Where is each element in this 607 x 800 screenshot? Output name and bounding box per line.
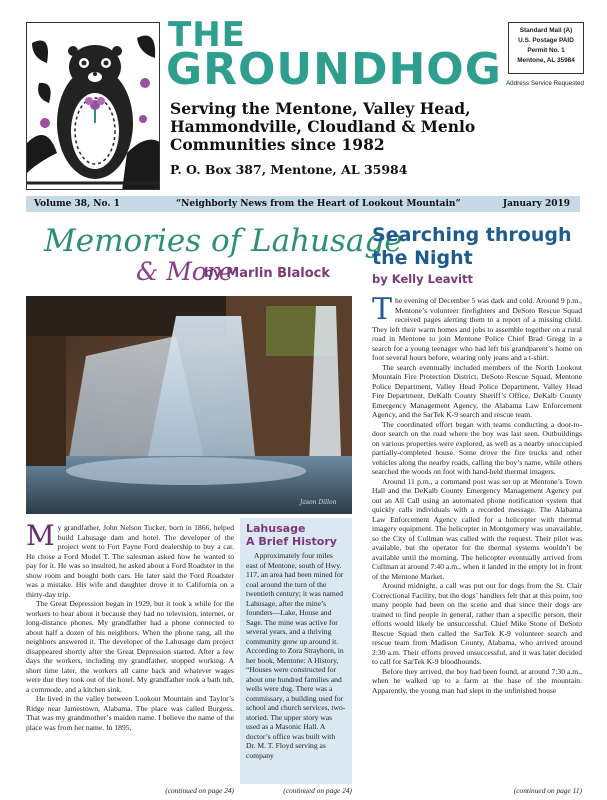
search-paragraph: The search eventually included members of the North Lookout Mountain Fire Protection District, DeSoto Rescue Squad, Mentone Police Department, Valley Head Police Department, Valley Head Fire Department, DeKalb County Sheriff’s Office, DeKalb County Emergency Management Agency, the Alabama Law Enforcement Agency, and the SarTek K-9 search and rescue team. [372, 362, 582, 419]
sidebar-body [246, 551, 346, 779]
postage-indicia [508, 22, 584, 74]
search-article-body [372, 296, 582, 782]
lahusage-sidebar [240, 518, 352, 784]
memories-paragraph: He lived in the valley between Lookout Mountain and Taylor’s Ridge near Jamestown, Alabama. The place was called Burgess. That was my grandmother’s maiden name. I believe the name of the place was from her name. In 1895, [26, 694, 234, 732]
postage-line: U.S. Postage PAID [518, 37, 574, 44]
groundhog-logo [26, 22, 160, 190]
search-paragraph: The coordinated effort began with teams conducting a door-to-door search on the road where the boy was last seen. Outbuildings on various properties were explored, as well as a nearby unoccupied partially-completed house. Some drove the fire trucks and other vehicles along the nearby roads, calling the boy’s name, while others searched the woods on foot with hand-held thermal imagers. [372, 419, 582, 476]
masthead-serving: Serving the Mentone, Valley Head, Hammondville, Cloudland & Menlo Communities since 1982 [170, 99, 476, 154]
sidebar-title-line: Lahusage [246, 522, 306, 535]
issue-volume: Volume 38, No. 1 [34, 199, 120, 209]
masthead-title-the: THE [168, 15, 246, 55]
memories-paragraph: The Great Depression began in 1929, but it took a while for the workers to hear about it because they had no television, internet, or long-distance phones. My grandfather had a phone connected to about half a dozen of his neighbors. When the phone rang, all the neighbors answered it. The developer of the Lahusage dam project disappeared shortly after the Great Depression started. After a few days the workers, including my grandfather, stopped working. A short time later, the workers all came back and whatever wages were due they took out of the hotel. My grandfather took a bath tub, a commode, and a kitchen sink. [26, 599, 234, 694]
memories-article-body [26, 523, 234, 781]
masthead-title: GROUNDHOG [166, 44, 502, 95]
search-paragraph: he evening of December 5 was dark and cold. Around 9 p.m., Mentone’s volunteer firefighters and DeSoto Rescue Squad received pages alerting them to a report of a missing child. They left their warm homes and jobs to assemble together on a rural road in Mentone to join Mentone Police Chief Brad Gregg in a search for a young teenager who had left his grandparent’s home on foot several hours before, wearing only jeans and a t-shirt. [372, 296, 582, 362]
sidebar-title-line: A Brief History [246, 535, 337, 548]
photo-credit: Jason Dillon [300, 499, 337, 506]
postage-line: Standard Mail (A) [519, 27, 573, 34]
memories-dropcap: M [26, 523, 55, 552]
search-byline: by Kelly Leavitt [372, 272, 473, 286]
search-continued[interactable]: (continued on page 11) [513, 786, 582, 795]
sidebar-continued[interactable]: (continued on page 24) [283, 786, 352, 795]
issue-date: January 2019 [502, 199, 570, 209]
search-dropcap: T [372, 296, 393, 327]
waterfall-photo [26, 296, 352, 514]
memories-byline: by Marlin Blalock [204, 266, 330, 281]
search-paragraph: Around midnight, a call was put out for dogs from the St. Clair Correctional Facility, but the dogs’ handlers felt that at this point, too many people had been on the scene and that since their dogs are trained to find people in general, rather than a specific person, their efforts would likely be unsuccessful. Chief Mike Stone of DeSoto Rescue Squad then called the SarTek K-9 volunteer search and rescue team from Madison County, Alabama, who arrived around 2:30 a.m. Their efforts proved unsuccessful, and it was later decided to call for SarTek K-9 bloodhounds. [372, 581, 582, 666]
search-paragraph: Around 11 p.m., a command post was set up at Mentone’s Town Hall and the DeKalb County Emergency Management Agency put out an All Call using an automated phone notification system that quickly calls individuals with a recorded message. The Alabama Law Enforcement Agency called for a helicopter with thermal imagery equipment. The helicopter in Montgomery was unavailable, so the City of Cullman was called with the request. Their pilot was available, but the operator for the thermal systems wouldn’t be available until the morning. The helicopter eventually arrived from Cullman at around 7:40 a.m., when it landed in the empty lot in front of the Mentone Market. [372, 476, 582, 581]
sidebar-paragraph: Approximately four miles east of Mentone, south of Hwy. 117, an area had been mined for coal around the turn of the twentieth century; it was named Lahusage, after the mine’s founders—Lake, House and Sage. The mine was active for several years, and a thriving community grew up around it. According to Zora Strayhorn, in her book, Mentone: A History, “Houses were constructed for about one hundred families and wells were dug. There was a commissary, a building used for school and church services, two-storied. The upper story was used as a Masonic Hall. A doctor’s office was built with Dr. M. T. Floyd serving as company [246, 551, 346, 760]
search-title: Searching through the Night [372, 224, 572, 269]
issue-tagline: “Neighborly News from the Heart of Lookout Mountain” [176, 199, 461, 209]
search-paragraph: Before they arrived, the boy had been found, at around 7:30 a.m., when he walked up to a farm at the base of the mountain. Apparently, the young man had slept in the unfinished house [372, 666, 582, 695]
postage-line: Mentone, AL 35984 [517, 57, 575, 64]
sidebar-title [246, 522, 346, 548]
memories-paragraph: y grandfather, John Nelson Tucker, born in 1866, helped build Lahusage dam and hotel. The developer of the project went to Fort Payne Ford dealership to buy a car. He chose a Ford Model T. The salesman asked how he wanted to pay for it. He was so insulted, he asked about a Ford Roadster in the show room and bought both cars. He later said the Ford Roadster was a mistake. His wife and daughter drove it to California on a thirty-day trip. [26, 523, 234, 599]
waterfall-photo-image [26, 296, 352, 514]
memories-continued[interactable]: (continued on page 24) [165, 786, 234, 795]
issue-banner [26, 196, 580, 212]
masthead-po-box: P. O. Box 387, Mentone, AL 35984 [170, 162, 408, 177]
groundhog-woodcut-icon [27, 23, 160, 190]
address-service-requested: Address Service Requested [505, 80, 585, 87]
memories-subtitle: & More [136, 257, 234, 286]
postage-line: Permit No. 1 [527, 47, 565, 54]
memories-title: Memories of Lahusage [44, 223, 403, 259]
